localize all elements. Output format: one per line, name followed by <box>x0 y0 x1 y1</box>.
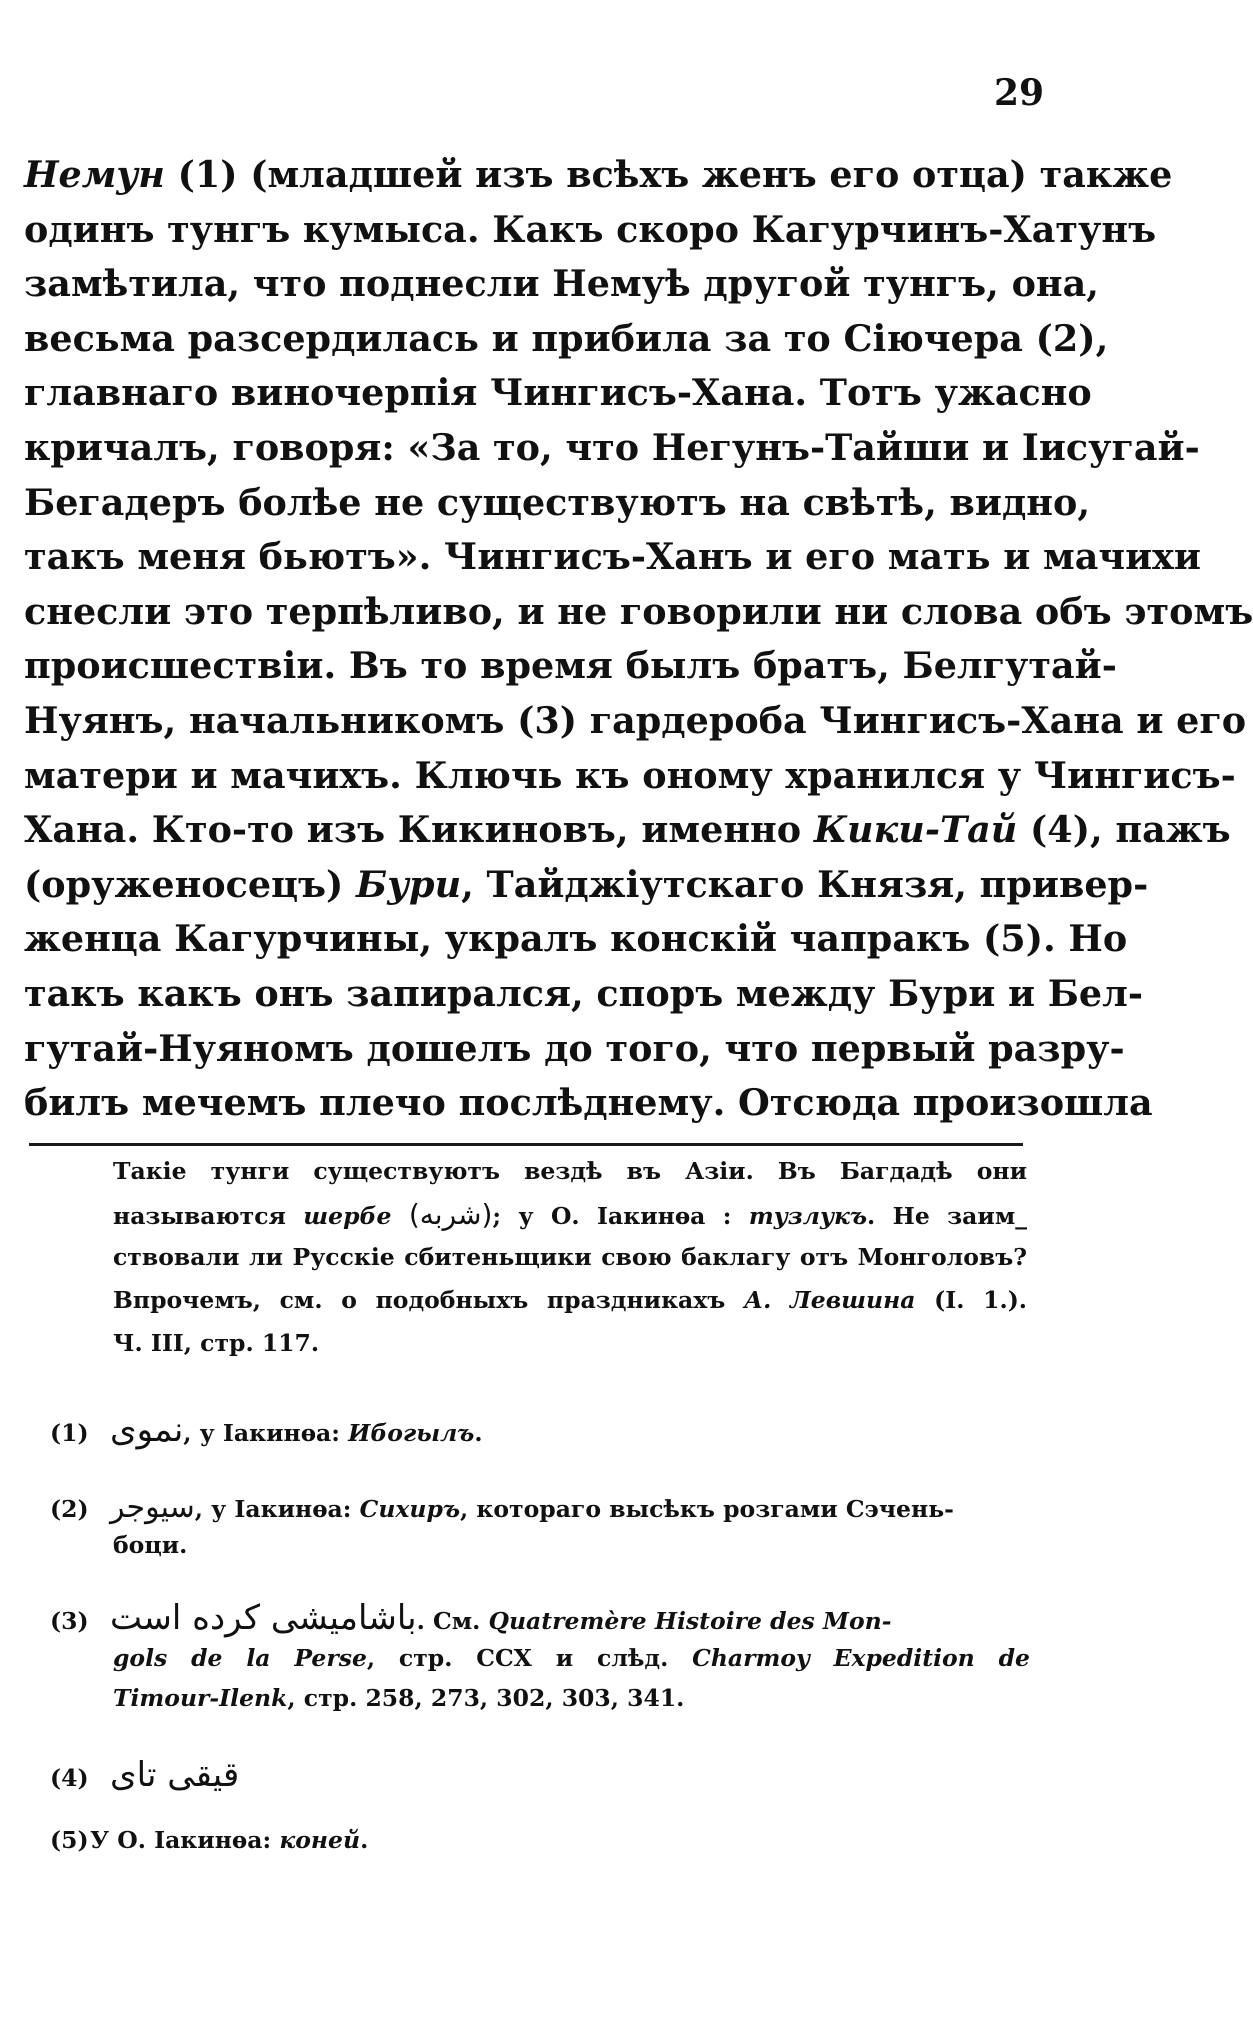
fn-text: , у Іакинѳа: <box>194 1495 360 1523</box>
main-text-line <box>24 421 1200 476</box>
fn-italic: тузлукъ <box>748 1202 868 1230</box>
main-text-segment: (оруженосецъ) <box>24 862 357 906</box>
main-text-segment: гутай-Нуяномъ дошелъ до того, что первый разру- <box>24 1026 1125 1070</box>
main-text-line <box>24 148 1173 203</box>
main-text-line <box>24 912 1128 967</box>
main-text-segment: Нуянъ, начальникомъ (3) гардероба Чингисъ-Хана и его <box>24 698 1247 742</box>
main-text-line <box>24 530 1201 585</box>
footnote-divider <box>29 1143 1023 1146</box>
main-text-line <box>24 967 1144 1022</box>
fn-text: . <box>474 1419 483 1447</box>
fn-italic: Quatremère Histoire des Mon- <box>488 1607 892 1635</box>
fn-italic: шербе <box>303 1202 392 1230</box>
main-text-segment: происшествіи. Въ то время былъ братъ, Белгутай- <box>24 644 1117 688</box>
main-text-line <box>24 585 1253 640</box>
main-text-segment: замѣтила, что поднесли Немуѣ другой тунгъ, она, <box>24 262 1100 306</box>
footnote-3 <box>50 1598 1030 1718</box>
main-text-line <box>24 803 1231 858</box>
main-text-line <box>24 257 1100 312</box>
footnote-number: (4) <box>50 1764 89 1792</box>
fn-italic: А. Левшина <box>744 1286 916 1314</box>
fn-italic: Timour-Ilenk <box>113 1684 288 1712</box>
footnote-number: (2) <box>50 1495 89 1523</box>
main-text-line <box>24 476 1091 531</box>
main-text-segment: одинъ тунгъ кумыса. Какъ скоро Кагурчинъ-Хатунъ <box>24 207 1157 251</box>
footnote-number: (1) <box>50 1419 89 1447</box>
main-text-line <box>24 639 1117 694</box>
footnote-5 <box>50 1826 1030 1854</box>
main-italic: Кики-Тай <box>813 808 1018 852</box>
main-text-line <box>24 203 1157 258</box>
arabic-word: قیقی تای <box>110 1755 240 1795</box>
footnote-main-line <box>113 1193 1027 1236</box>
main-text-segment: снесли это терпѣливо, и не говорили ни слова объ этомъ <box>24 589 1253 633</box>
footnote-4 <box>50 1755 1030 1795</box>
fn-italic: Ибогылъ <box>348 1419 475 1447</box>
main-text-line <box>24 312 1109 367</box>
fn-text: , стр. CCX и слѣд. <box>366 1644 693 1672</box>
fn-text: ; у О. Іакинѳа : <box>492 1202 749 1230</box>
main-text-segment: , Тайджіутскаго Князя, привер- <box>461 862 1149 906</box>
main-text-line <box>24 858 1149 913</box>
footnote-main-line <box>113 1279 1027 1322</box>
footnote-main-line: ствовали ли Русскіе сбитеньщики свою баклагу отъ Монголовъ? <box>113 1243 1027 1271</box>
fn-text: , стр. 258, 273, 302, 303, 341. <box>287 1684 685 1712</box>
page-number: 29 <box>994 72 1045 114</box>
fn-italic: коней <box>279 1826 361 1854</box>
footnote-continuation <box>50 1678 1030 1718</box>
main-text-line <box>24 749 1236 804</box>
main-text <box>24 148 1253 1131</box>
fn-italic: Сихиръ <box>359 1495 461 1523</box>
arabic-word: (شربه) <box>408 1198 493 1231</box>
main-text-segment: Хана. Кто-то изъ Кикиновъ, именно <box>24 808 814 852</box>
main-italic: Бури <box>356 862 462 906</box>
fn-text: , у Іакинѳа: <box>183 1419 349 1447</box>
footnote-number: (5) <box>50 1826 89 1854</box>
fn-text: . Не заим_ <box>867 1202 1027 1230</box>
footnote-main-line: Ч. III, стр. 117. <box>113 1329 320 1357</box>
main-text-segment: (1) (младшей изъ всѣхъ женъ его отца) также <box>164 153 1173 196</box>
main-text-line <box>24 1022 1125 1077</box>
main-text-line <box>24 694 1247 749</box>
footnote-main <box>113 1150 1027 1365</box>
footnote-continuation <box>50 1638 1030 1678</box>
main-text-segment: такъ какъ онъ запирался, споръ между Бури и Бел- <box>24 971 1144 1015</box>
main-text-segment: (4), пажъ <box>1017 808 1231 852</box>
footnote-continuation: боци. <box>113 1531 188 1559</box>
fn-text: называются <box>113 1202 304 1230</box>
footnote-main-line: Такіе тунги существуютъ вездѣ въ Азіи. Въ Багдадѣ они <box>113 1157 1027 1185</box>
fn-text: У О. Іакинѳа: <box>90 1826 280 1854</box>
footnote-2 <box>50 1490 1030 1565</box>
main-text-segment: билъ мечемъ плечо послѣднему. Отсюда произошла <box>24 1081 1153 1125</box>
fn-text: . См. <box>416 1607 489 1635</box>
fn-italic: Charmoy Expedition de <box>692 1644 1031 1672</box>
arabic-word: باشامیشی کرده است <box>110 1598 417 1638</box>
main-text-segment: женца Кагурчины, укралъ конскій чапракъ (5). Но <box>24 917 1128 961</box>
main-italic: Немун <box>24 153 165 196</box>
fn-text: , котораго высѣкъ розгами Сэчень- <box>460 1495 954 1523</box>
footnote-1 <box>50 1410 1030 1450</box>
main-text-line <box>24 1076 1153 1131</box>
main-text-segment: Бегадеръ болѣе не существуютъ на свѣтѣ, видно, <box>24 480 1091 524</box>
main-text-segment: кричалъ, говоря: «За то, что Негунъ-Тайши и Іисугай- <box>24 425 1200 469</box>
main-text-segment: главнаго виночерпія Чингисъ-Хана. Тотъ ужасно <box>24 371 1092 415</box>
fn-text: Впрочемъ, см. о подобныхъ праздникахъ <box>113 1286 745 1314</box>
arabic-word: سیوجر <box>110 1490 195 1525</box>
main-text-segment: такъ меня бьютъ». Чингисъ-Ханъ и его мать и мачихи <box>24 535 1201 579</box>
main-text-line <box>24 366 1092 421</box>
main-text-segment: весьма разсердилась и прибила за то Сіючера (2), <box>24 316 1109 360</box>
fn-text: (I. 1.). <box>915 1286 1027 1314</box>
arabic-word: نموی <box>110 1410 184 1450</box>
main-text-segment: матери и мачихъ. Ключь къ оному хранился у Чингисъ- <box>24 753 1236 797</box>
fn-text: . <box>360 1826 369 1854</box>
fn-italic: gols de la Perse <box>113 1644 367 1672</box>
footnote-number: (3) <box>50 1607 89 1635</box>
